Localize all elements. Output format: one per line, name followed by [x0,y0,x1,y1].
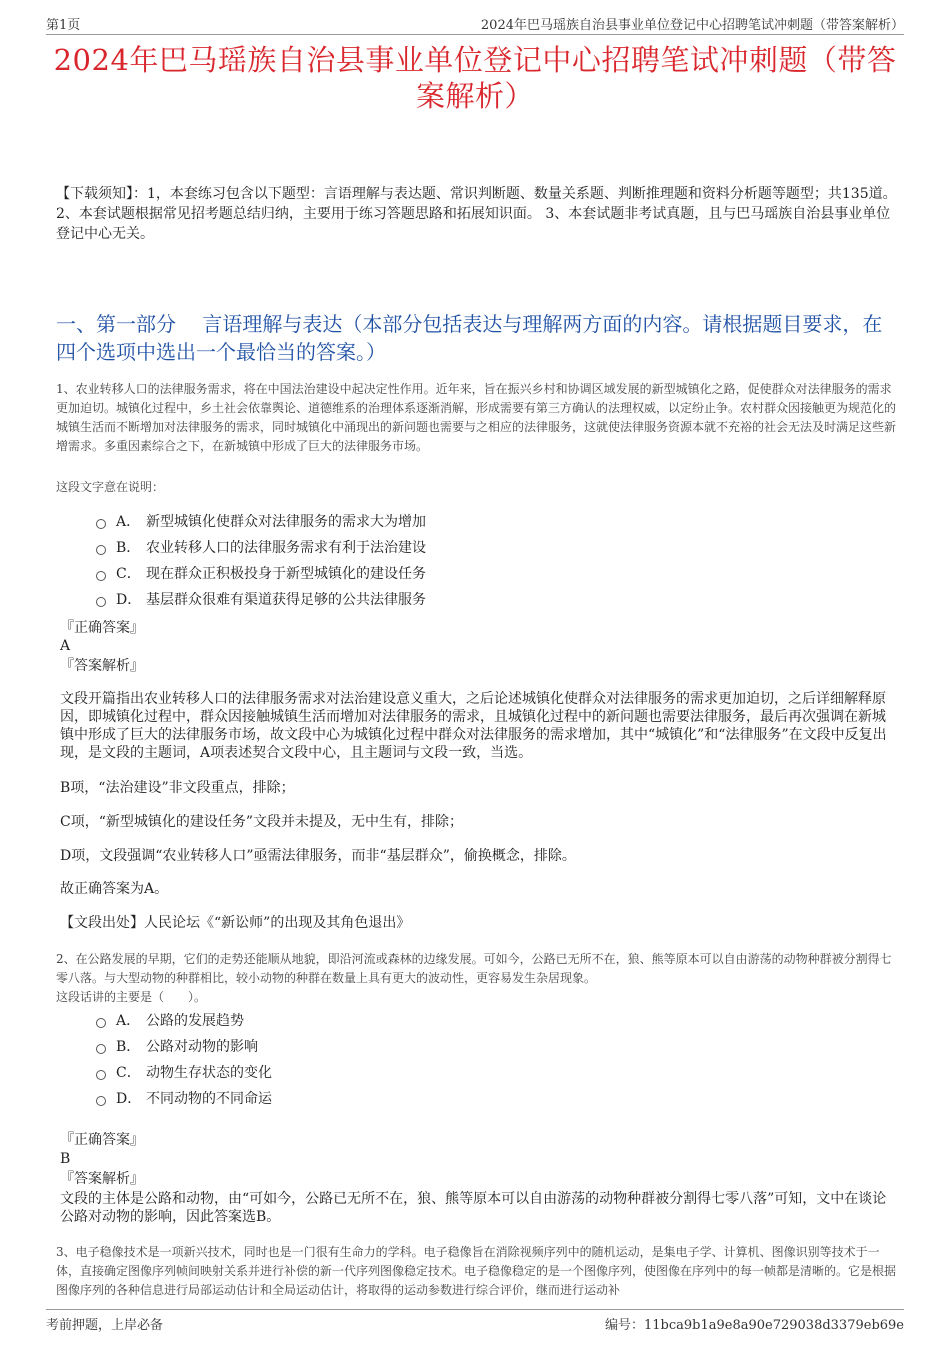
explanation-label: 『答案解析』 [60,1171,144,1187]
answer-label: 『正确答案』 [60,620,144,636]
question-1-text: 1、农业转移人口的法律服务需求，将在中国法治建设中起决定性作用。近年来，旨在振兴乡村和协调区域发展的新型城镇化之路，促使群众对法律服务的需求更加迫切。城镇化过程中，乡土社会依靠舆论、道德维系的治理体系逐渐消解，形成需要有第三方确认的法理权威，以定纷止争。农村群众因接触更为规范化的城镇生活而不断增加对法律服务的需求，同时城镇化中涌现出的新问题也需要与之相应的法律服务，这就使法律服务资源本就不充裕的社会无法及时满足这些新增需求。多重因素综合之下，在新城镇中形成了巨大的法律服务市场。 [56,382,897,453]
page-number: 第1页 [46,18,81,33]
footer-slogan: 考前押题，上岸必备 [46,1318,164,1333]
question-2-options [96,1007,272,1111]
question-2-block [56,950,898,1007]
radio-icon[interactable] [96,597,106,607]
radio-icon[interactable] [96,519,106,529]
question-1-prompt: 这段文字意在说明： [56,480,165,494]
question-2-prompt: 这段话讲的主要是（ ）。 [56,990,207,1004]
radio-icon[interactable] [96,1018,106,1028]
option-c[interactable]: C． 动物生存状态的变化 [96,1059,272,1085]
option-d[interactable]: D． 不同动物的不同命运 [96,1085,272,1111]
explanation-label: 『答案解析』 [60,658,144,674]
radio-icon[interactable] [96,1096,106,1106]
option-a[interactable]: A． 新型城镇化使群众对法律服务的需求大为增加 [96,508,426,534]
answer-label: 『正确答案』 [60,1132,144,1148]
explanation-text: 文段的主体是公路和动物，由“可如今，公路已无所不在，狼、熊等原本可以自由游荡的动物种群被分割得七零八落”可知，文中在谈论公路对动物的影响，因此答案选B。 [60,1191,887,1225]
radio-icon[interactable] [96,571,106,581]
explanation-option-d: D项，文段强调“农业转移人口”亟需法律服务，而非“基层群众”，偷换概念，排除。 [60,848,576,864]
question-1-options [96,508,426,612]
question-2-text: 2、在公路发展的早期，它们的走势还能顺从地貌，即沿河流或森林的边缘发展。可如今，公路已无所不在，狼、熊等原本可以自由游荡的动物种群被分割得七零八落。与大型动物的种群相比，较小动物的种群在数量上具有更大的波动性，更容易发生杂居现象。 [56,952,892,985]
document-title: 2024年巴马瑶族自治县事业单位登记中心招聘笔试冲刺题（带答案解析） [53,43,897,113]
footer-serial: 编号：11bca9b1a9e8a90e729038d3379eb69e [604,1318,904,1333]
explanation-option-b: B项，“法治建设”非文段重点，排除； [60,780,295,796]
answer-value: B [60,1151,71,1167]
option-b[interactable]: B． 公路对动物的影响 [96,1033,272,1059]
explanation-text: 文段开篇指出农业转移人口的法律服务需求对法治建设意义重大，之后论述城镇化使群众对法律服务的需求更加迫切，之后详细解释原因，即城镇化过程中，群众因接触城镇生活而增加对法律服务的需求，且城镇化过程中的新问题也需要法律服务，最后再次强调在新城镇中形成了巨大的法律服务市场，故文段中心为城镇化过程中群众对法律服务的需求增加，其中“城镇化”和“法律服务”在文段中反复出现，是文段的主题词，A项表述契合文段中心，且主题词与文段一致，当选。 [60,691,887,761]
answer-value: A [60,638,71,654]
radio-icon[interactable] [96,1070,106,1080]
option-a[interactable]: A． 公路的发展趋势 [96,1007,272,1033]
radio-icon[interactable] [96,1044,106,1054]
page-header [46,12,904,35]
option-b[interactable]: B． 农业转移人口的法律服务需求有利于法治建设 [96,534,426,560]
header-doc-title: 2024年巴马瑶族自治县事业单位登记中心招聘笔试冲刺题（带答案解析） [480,18,904,33]
option-d[interactable]: D． 基层群众很难有渠道获得足够的公共法律服务 [96,586,426,612]
option-c[interactable]: C． 现在群众正积极投身于新型城镇化的建设任务 [96,560,426,586]
radio-icon[interactable] [96,545,106,555]
explanation-conclusion: 故正确答案为A。 [60,881,169,897]
question-3-text: 3、电子稳像技术是一项新兴技术，同时也是一门很有生命力的学科。电子稳像旨在消除视频序列中的随机运动，是集电子学、计算机、图像识别等技术于一体，直接确定图像序列帧间映射关系并进行补偿的新一代序列图像稳定技术。电子稳像稳定的是一个图像序列，使图像在序列中的每一帧都是清晰的。它是根据图像序列的各种信息进行局部运动估计和全局运动估计，将取得的运动参数进行综合评价，继而进行运动补 [56,1245,897,1297]
section-heading: 一、第一部分 言语理解与表达（本部分包括表达与理解两方面的内容。请根据题目要求，在四个选项中选出一个最恰当的答案。） [56,312,883,364]
explanation-option-c: C项，“新型城镇化的建设任务”文段并未提及，无中生有，排除； [60,814,464,830]
download-notice: 【下载须知】：1，本套练习包含以下题型：言语理解与表达题、常识判断题、数量关系题、判断推理题和资料分析题等题型；共135道。 2、本套试题根据常见招考题总结归纳，主要用于练习答题思路和拓展知识面。 3、本套试题非考试真题，且与巴马瑶族自治县事业单位登记中心无关。 [56,186,897,242]
page-footer [46,1309,904,1333]
passage-source: 【文段出处】人民论坛《“新讼师”的出现及其角色退出》 [60,915,411,931]
